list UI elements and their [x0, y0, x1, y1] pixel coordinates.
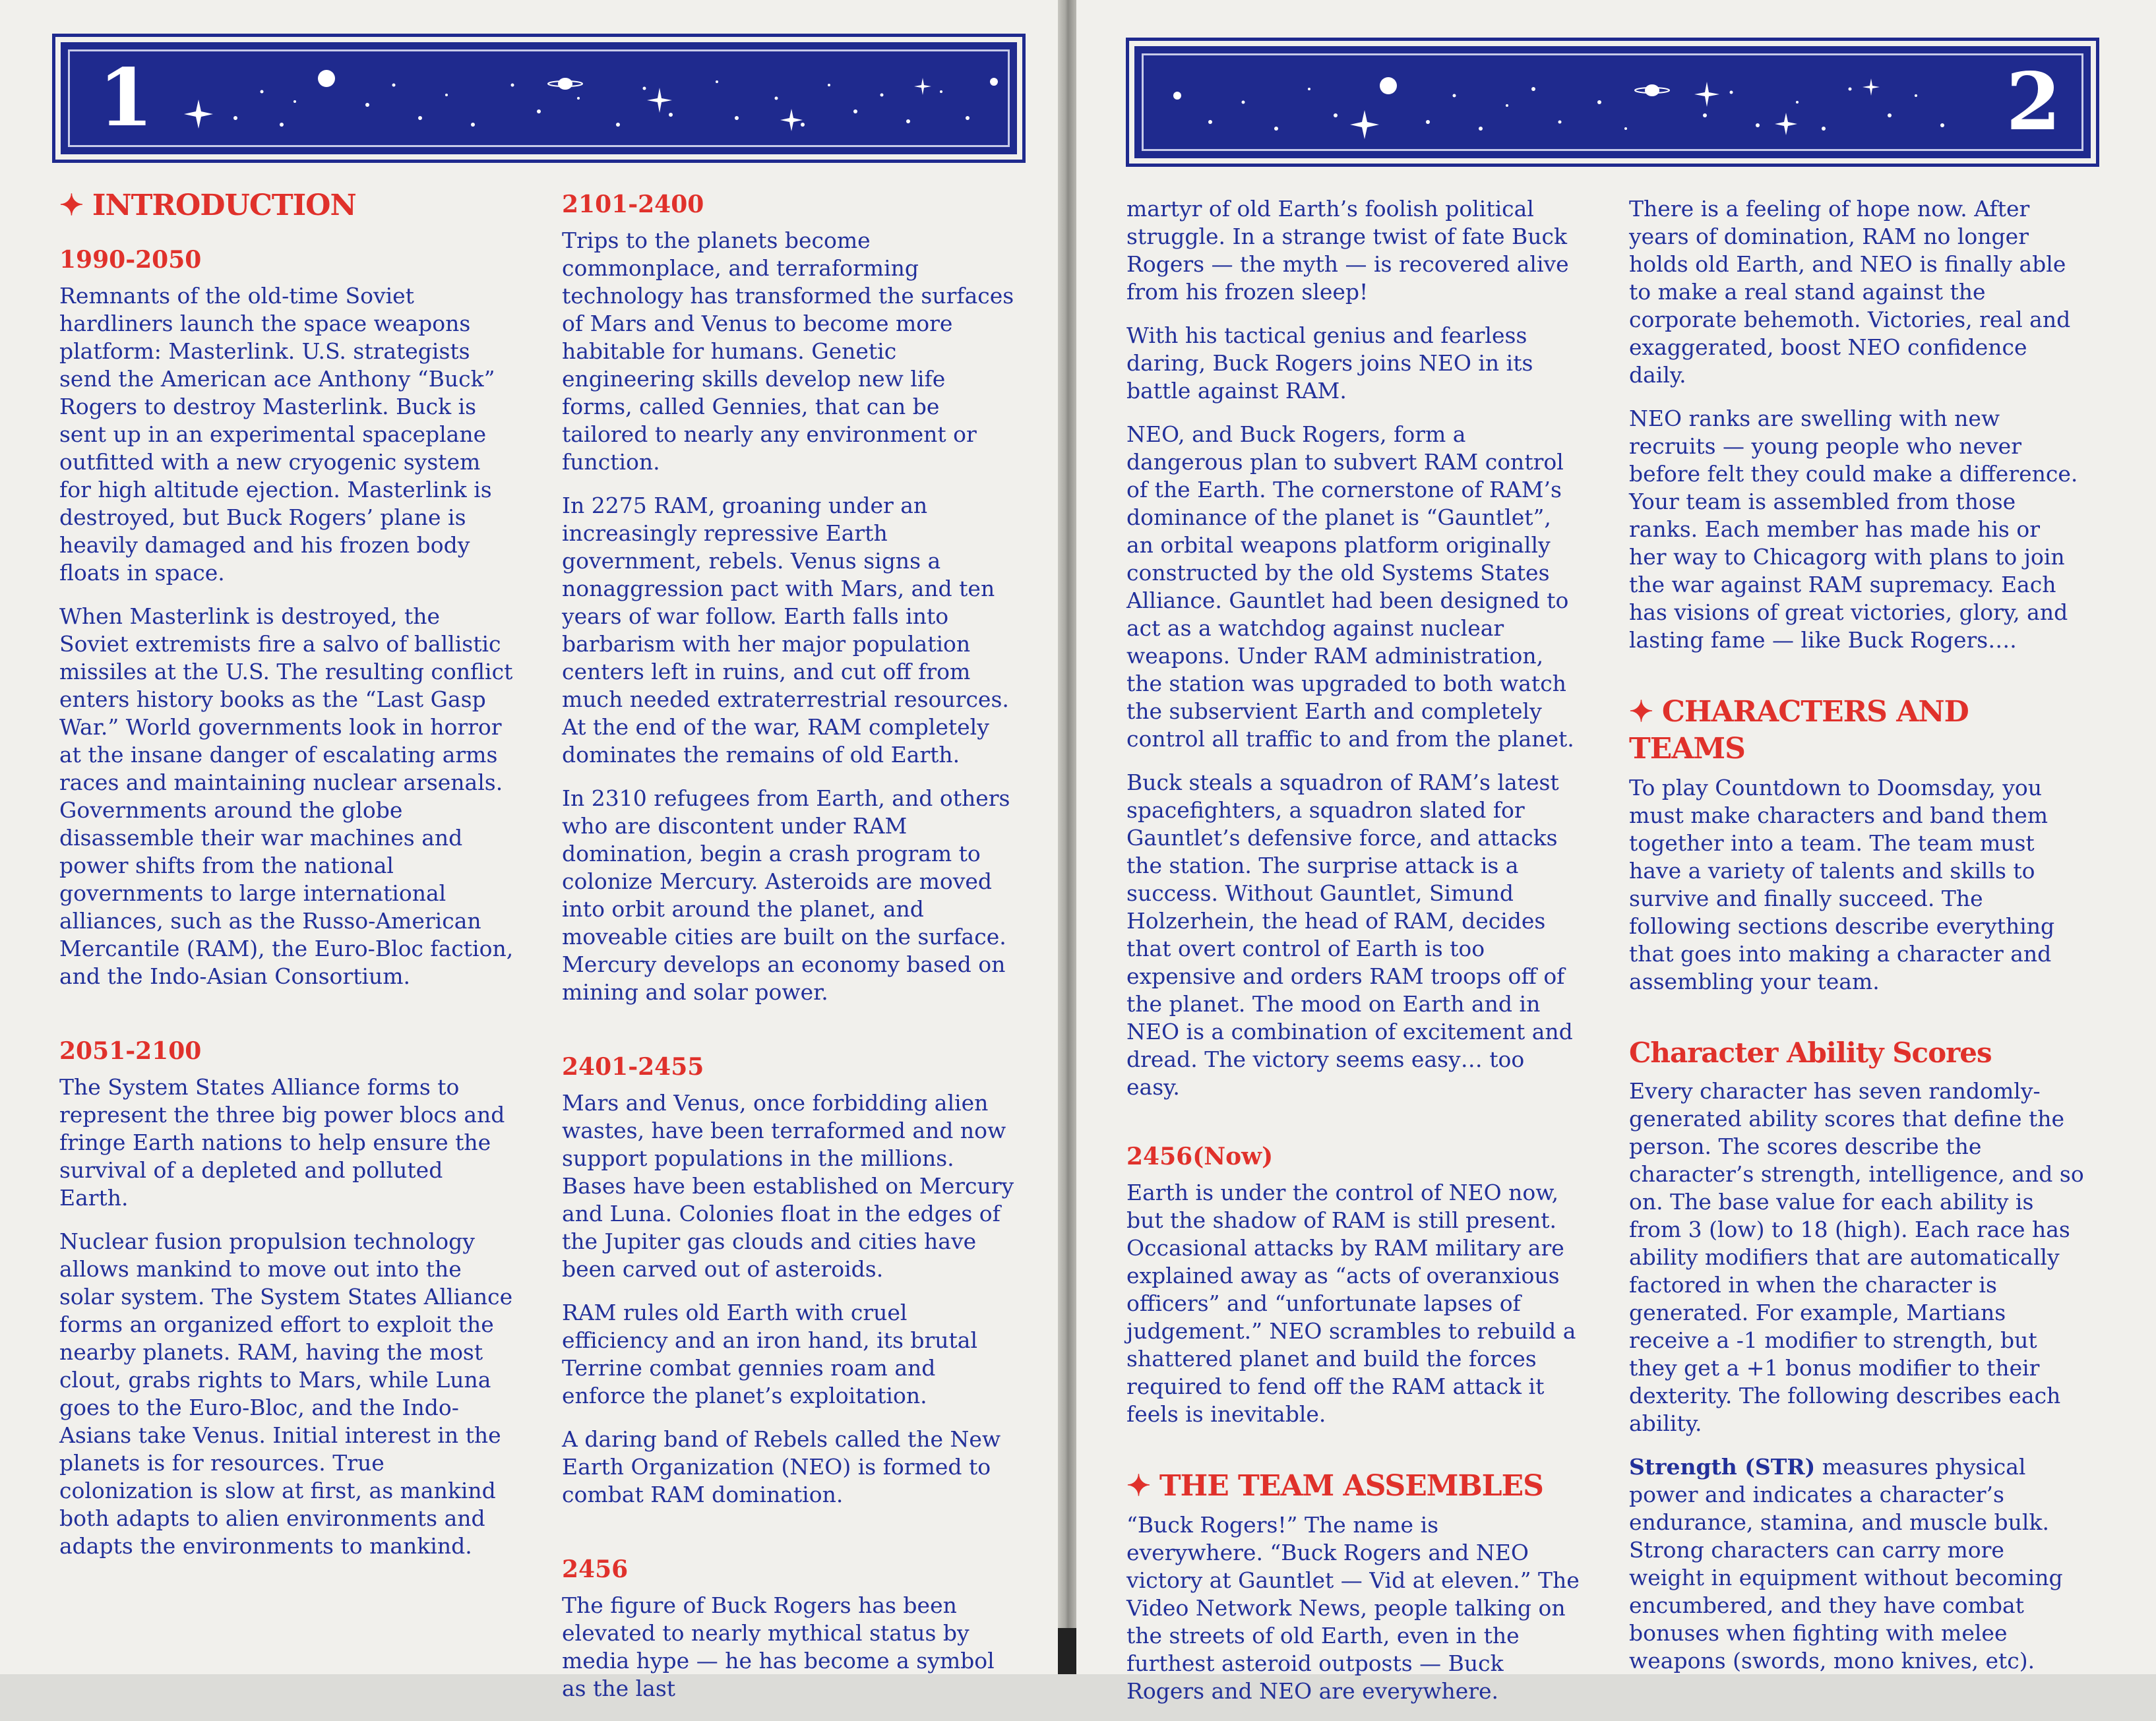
era-paragraph: Nuclear fusion propulsion technology allows mankind to move out into the solar system. The System States Alliance forms an organized effort to exploit the nearby planets. RAM, having the most clout, grabs rights to Mars, while Luna goes to the Euro-Bloc, and the Indo-Asians take Venus. Initial interest in the planets is for resources. True colonization is slow at first, as mankind both adapts to alien environments and adapts the environments to mankind.	[59, 1228, 513, 1559]
era-paragraph: Remnants of the old-time Soviet hardliners launch the space weapons platform: Masterlink. U.S. strategists send the American ace Anthony “Buck” Rogers to destroy Masterlink. Buck is sent up in an experimental spaceplane outfitted with a new cryogenic system for high altitude ejection. Masterlink is destroyed, but Buck Rogers’ plane is heavily damaged and his frozen body floats in space.	[59, 283, 495, 586]
section-title-introduction: ✦ INTRODUCTION	[59, 189, 356, 222]
body-paragraph: martyr of old Earth’s foolish political struggle. In a strange twist of fate Buck Rogers — the myth — is recovered alive from his frozen sleep!	[1126, 196, 1569, 305]
era-title: 2101-2400	[562, 191, 704, 218]
section-title-team-assembles: ✦ THE TEAM ASSEMBLES	[1126, 1469, 1543, 1503]
page-banner-right	[1134, 46, 2091, 158]
body-paragraph: To play Countdown to Doomsday, you must make characters and band them together into a team. The team must have a variety of talents and skills to survive and finally succeed. The following sections describe everything that goes into making a character and assembling your team.	[1629, 775, 2055, 994]
era-title: 2401-2455	[562, 1053, 704, 1081]
body-paragraph: NEO, and Buck Rogers, form a dangerous plan to subvert RAM control of the Earth. The cornerstone of RAM’s dominance of the planet is “Gauntlet”, an orbital weapons platform originally constructed by the old Systems States Alliance. Gauntlet had been designed to act as a watchdog against nuclear weapons. Under RAM administration, the station was upgraded to both watch the subservient Earth and completely control all traffic to and from the planet.	[1126, 421, 1574, 752]
page-number: 2	[2006, 55, 2061, 148]
subsection-title-ability-scores: Character Ability Scores	[1629, 1037, 1992, 1069]
four-point-star-icon: ✦	[1629, 695, 1653, 729]
body-paragraph: “Buck Rogers!” The name is everywhere. “Buck Rogers and NEO victory at Gauntlet — Vid at eleven.” The Video Network News, people talking on the streets of old Earth, even in the furthest asteroid outposts — Buck Rogers and NEO are everywhere.	[1126, 1512, 1580, 1704]
body-paragraph: There is a feeling of hope now. After years of domination, RAM no longer holds old Earth, and NEO is finally able to make a real stand against the corporate behemoth. Victories, real and exaggerated, boost NEO confidence daily.	[1629, 196, 2071, 388]
left-column-2	[562, 189, 1017, 1718]
era-title: 2456(Now)	[1126, 1143, 1274, 1170]
era-paragraph: When Masterlink is destroyed, the Soviet extremists fire a salvo of ballistic missiles at the U.S. The resulting conflict enters history books as the “Last Gasp War.” World governments look in horror at the insane danger of escalating arms races and maintaining nuclear arsenals. Governments around the globe disassemble their war machines and power shifts from the national governments to large international alliances, such as the Russo-American Mercantile (RAM), the Euro-Bloc faction, and the Indo-Asian Consortium.	[59, 603, 514, 989]
era-paragraph: In 2310 refugees from Earth, and others who are discontent under RAM domination, begin a crash program to colonize Mercury. Asteroids are moved into orbit around the planet, and moveable cities are built on the surface. Mercury develops an economy based on mining and solar power.	[562, 785, 1010, 1005]
four-point-star-icon: ✦	[1126, 1469, 1150, 1503]
section-title-characters-teams: ✦ CHARACTERS AND TEAMS	[1629, 695, 1969, 766]
era-title: 1990-2050	[59, 246, 202, 274]
era-paragraph: RAM rules old Earth with cruel efficiency and an iron hand, its brutal Terrine combat gennies roam and enforce the planet’s exploitation.	[562, 1300, 978, 1408]
page-banner-left	[61, 42, 1017, 154]
strength-paragraph	[1629, 1453, 2084, 1675]
book-spine-shadow	[1058, 1628, 1076, 1674]
page-number: 1	[98, 51, 154, 144]
book-gutter	[1058, 0, 1076, 1674]
era-paragraph: Trips to the planets become commonplace, and terraforming technology has transformed the surfaces of Mars and Venus to become more habitable for humans. Genetic engineering skills develop new life forms, called Gennies, that can be tailored to nearly any environment or function.	[562, 227, 1014, 475]
era-title: 2456	[562, 1555, 629, 1583]
strength-term: Strength (STR)	[1629, 1454, 1816, 1480]
body-paragraph: Earth is under the control of NEO now, but the shadow of RAM is still present. Occasional attacks by RAM military are explained away as “acts of overanxious officers” and “unfortunate lapses of judgement.” NEO scrambles to rebuild a shattered planet and build the forces required to fend off the RAM attack it feels is inevitable.	[1126, 1180, 1576, 1427]
era-paragraph: The System States Alliance forms to represent the three big power blocs and fringe Earth nations to help ensure the survival of a depleted and polluted Earth.	[59, 1074, 505, 1211]
left-page	[0, 0, 1058, 1701]
era-title: 2051-2100	[59, 1037, 202, 1065]
body-paragraph: NEO ranks are swelling with new recruits — young people who never before felt they could make a difference. Your team is assembled from those ranks. Each member has made his or her way to Chicagorg with plans to join the war against RAM supremacy. Each has visions of great victories, glory, and lasting fame — like Buck Rogers….	[1629, 406, 2078, 653]
body-paragraph: Every character has seven randomly-generated ability scores that define the person. The scores describe the character’s strength, intelligence, and so on. The base value for each ability is from 3 (low) to 18 (high). Each race has ability modifiers that are automatically factored in when the character is generated. For example, Martians receive a -1 modifier to strength, but they get a +1 bonus modifier to their dexterity. The following describes each ability.	[1629, 1078, 2084, 1436]
left-column-1	[59, 187, 514, 1576]
strength-description: measures physical power and indicates a character’s endurance, stamina, and muscle bulk. Strong characters can carry more weight in equipment without becoming encumbered, and they have combat bonuses when fighting with melee weapons (swords, mono knives, etc).	[1629, 1454, 2063, 1674]
four-point-star-icon: ✦	[59, 189, 83, 222]
body-paragraph: Buck steals a squadron of RAM’s latest spacefighters, a squadron slated for Gauntlet’s defensive force, and attacks the station. The surprise attack is a success. Without Gauntlet, Simund Holzerhein, the head of RAM, decides that overt control of Earth is too expensive and orders RAM troops off of the planet. The mood on Earth and in NEO is a combination of excitement and dread. The victory seems easy… too easy.	[1126, 770, 1573, 1100]
era-paragraph: A daring band of Rebels called the New Earth Organization (NEO) is formed to combat RAM domination.	[562, 1426, 1001, 1507]
right-column-1	[1126, 195, 1582, 1721]
era-paragraph: Mars and Venus, once forbidding alien wastes, have been terraformed and now support populations in the millions. Bases have been established on Mercury and Luna. Colonies float in the edges of the Jupiter gas clouds and cities have been carved out of asteroids.	[562, 1090, 1014, 1282]
era-paragraph: The figure of Buck Rogers has been elevated to nearly mythical status by media hype — he has become a symbol as the last	[562, 1592, 995, 1701]
body-paragraph: With his tactical genius and fearless daring, Buck Rogers joins NEO in its battle against RAM.	[1126, 322, 1533, 404]
starfield-icon	[64, 45, 1014, 151]
right-page	[1076, 0, 2156, 1704]
right-column-2	[1629, 195, 2084, 1691]
starfield-icon	[1138, 49, 2087, 155]
era-paragraph: In 2275 RAM, groaning under an increasingly repressive Earth government, rebels. Venus signs a nonaggression pact with Mars, and ten years of war follow. Earth falls into barbarism with her major population centers left in ruins, and cut off from much needed extraterrestrial resources. At the end of the war, RAM completely dominates the remains of old Earth.	[562, 493, 1009, 768]
